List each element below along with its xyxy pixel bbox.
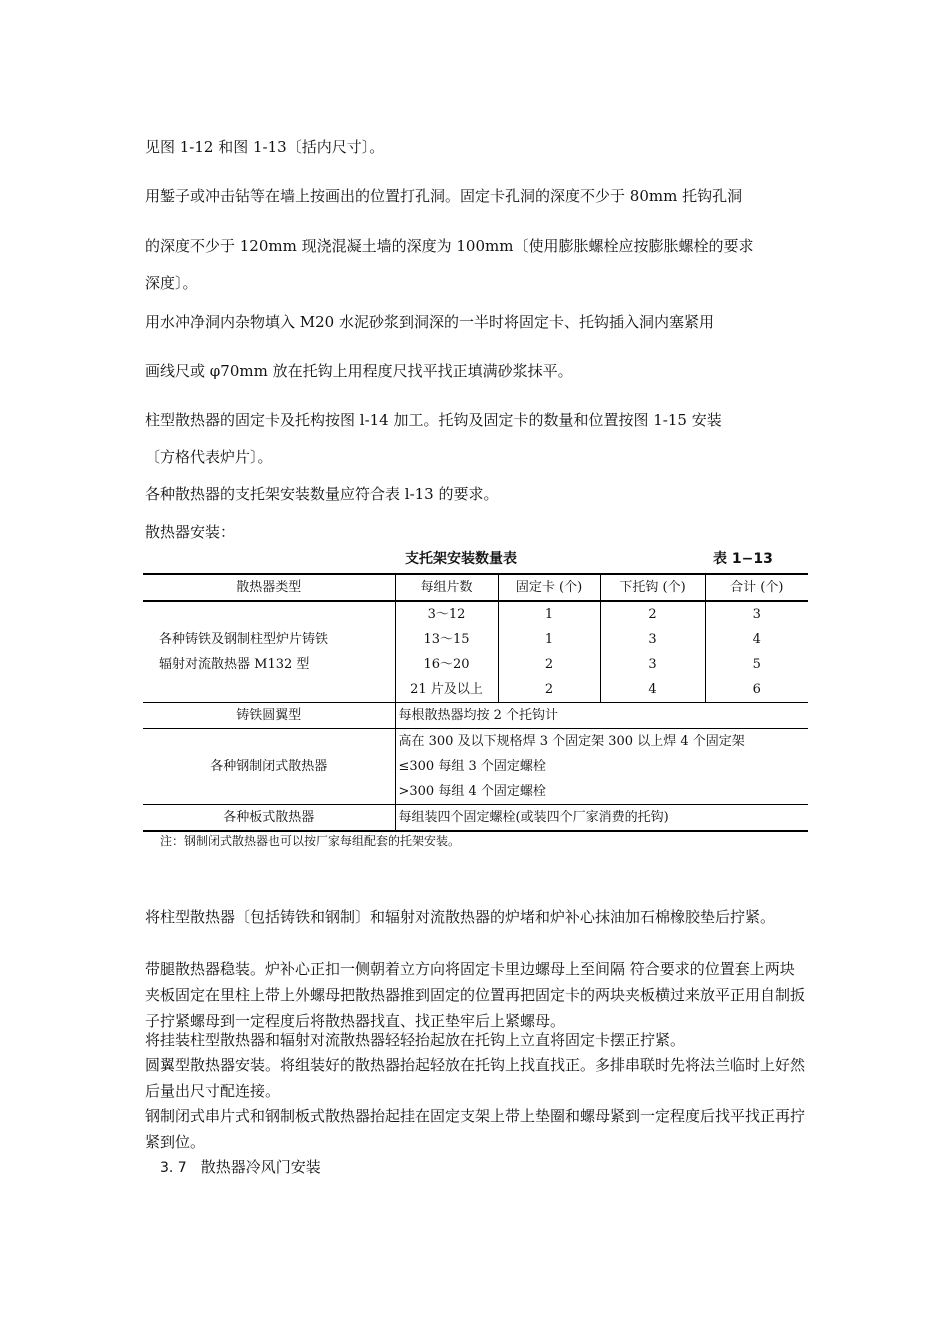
- table-header-cell: 散热器类型: [143, 574, 395, 601]
- cell-value: 6: [752, 682, 761, 697]
- table-header-cell: 每组片数: [395, 574, 498, 601]
- desc-line: ≤300 每组 3 个固定螺栓: [398, 759, 546, 774]
- paragraph: 用錾子或冲击钻等在墙上按画出的位置打孔洞。固定卡孔洞的深度不少于 80mm 托钩孔洞: [145, 187, 743, 205]
- paragraph: 〔方格代表炉片〕。: [145, 448, 273, 466]
- table-header-cell: 下托钩 (个): [600, 574, 705, 601]
- type-cell: 铸铁圆翼型: [143, 703, 395, 729]
- paragraph: 深度〕。: [145, 274, 198, 292]
- desc-line: >300 每组 4 个固定螺栓: [398, 784, 546, 799]
- cell-value: 21 片及以上: [410, 682, 483, 697]
- cell-value: 3～12: [427, 607, 466, 622]
- type-cell: 各种钢制闭式散热器: [143, 729, 395, 805]
- paragraph: 用水冲净洞内杂物填入 M20 水泥砂浆到洞深的一半时将固定卡、托钩插入洞内塞紧用: [145, 313, 714, 331]
- desc-cell: 每组装四个固定螺栓(或装四个厂家消费的托钩): [395, 805, 808, 832]
- cell-value: 5: [752, 657, 761, 672]
- cell-value: 13～15: [423, 632, 470, 647]
- type-cell: [143, 601, 395, 703]
- table-number: 表 1−13: [713, 551, 773, 567]
- cell-value: 2: [544, 682, 554, 697]
- cell-value: 2: [544, 657, 554, 672]
- table-header-cell: 固定卡 (个): [498, 574, 600, 601]
- table-row: [143, 703, 808, 729]
- paragraph: 将柱型散热器〔包括铸铁和钢制〕和辐射对流散热器的炉堵和炉补心抹油加石棉橡胶垫后拧紧。: [145, 908, 776, 926]
- cell-value: 3: [752, 607, 761, 622]
- paragraph: 的深度不少于 120mm 现浇混凝土墙的深度为 100mm〔使用膨胀螺栓应按膨胀螺栓的要求: [145, 237, 754, 255]
- cell-value: 1: [544, 607, 554, 622]
- cell-value: 4: [752, 632, 761, 647]
- support-table: [143, 573, 808, 832]
- section-number: 3. 7: [160, 1160, 187, 1176]
- type-line: 各种铸铁及钢制柱型炉片铸铁: [159, 632, 329, 647]
- cell-value: 4: [648, 682, 657, 697]
- cell-value: 16～20: [423, 657, 470, 672]
- desc-cell: 每根散热器均按 2 个托钩计: [395, 703, 808, 729]
- type-cell: 各种板式散热器: [143, 805, 395, 832]
- paragraph: 散热器安装：: [145, 523, 236, 541]
- desc-line: 高在 300 及以下规格焊 3 个固定架 300 以上焊 4 个固定架: [398, 734, 745, 749]
- table-header-cell: 合计 (个): [705, 574, 808, 601]
- paragraph: 圆翼型散热器安装。将组装好的散热器抬起轻放在托钩上找直找正。多排串联时先将法兰临时上好然后量出尺寸配连接。: [145, 1056, 806, 1100]
- paragraph: 各种散热器的支托架安装数量应符合表 l-13 的要求。: [145, 485, 499, 503]
- pieces-cell: [395, 601, 498, 703]
- total-cell: [705, 601, 808, 703]
- desc-cell: [395, 729, 808, 805]
- cell-value: 2: [648, 607, 657, 622]
- table-row: [143, 805, 808, 832]
- paragraph: 画线尺或 φ70mm 放在托钩上用程度尺找平找正填满砂浆抹平。: [145, 362, 573, 380]
- cell-value: 1: [544, 632, 554, 647]
- paragraph: 将挂装柱型散热器和辐射对流散热器轻轻抬起放在托钩上立直将固定卡摆正拧紧。: [145, 1031, 686, 1049]
- section-title: 散热器冷风门安装: [200, 1158, 321, 1176]
- paragraph: 钢制闭式串片式和钢制板式散热器抬起挂在固定支架上带上垫圈和螺母紧到一定程度后找平找正再拧紧到位。: [145, 1107, 806, 1151]
- table-row: [143, 729, 808, 805]
- paragraph: 带腿散热器稳装。炉补心正扣一侧朝着立方向将固定卡里边螺母上至间隔 符合要求的位置套上两块夹板固定在里柱上带上外螺母把散热器推到固定的位置再把固定卡的两块夹板横过来放平正用自制扳子拧紧螺母到一定程度后将散热器找直、找正垫牢后上紧螺母。: [145, 960, 806, 1030]
- type-line: 辐射对流散热器 M132 型: [159, 657, 310, 672]
- section-heading: [160, 1156, 321, 1177]
- fixed-cell: [498, 601, 600, 703]
- hooks-cell: [600, 601, 705, 703]
- paragraph: 柱型散热器的固定卡及托构按图 l-14 加工。托钩及固定卡的数量和位置按图 1-15 安装: [145, 411, 722, 429]
- table-title: 支托架安装数量表: [405, 551, 517, 567]
- table-row: [143, 601, 808, 703]
- paragraph: 见图 1-12 和图 1-13〔括内尺寸〕。: [145, 138, 385, 156]
- cell-value: 3: [648, 657, 657, 672]
- table-note: 注：钢制闭式散热器也可以按厂家每组配套的托架安装。: [160, 834, 461, 848]
- table-header-row: [143, 574, 808, 601]
- cell-value: 3: [648, 632, 657, 647]
